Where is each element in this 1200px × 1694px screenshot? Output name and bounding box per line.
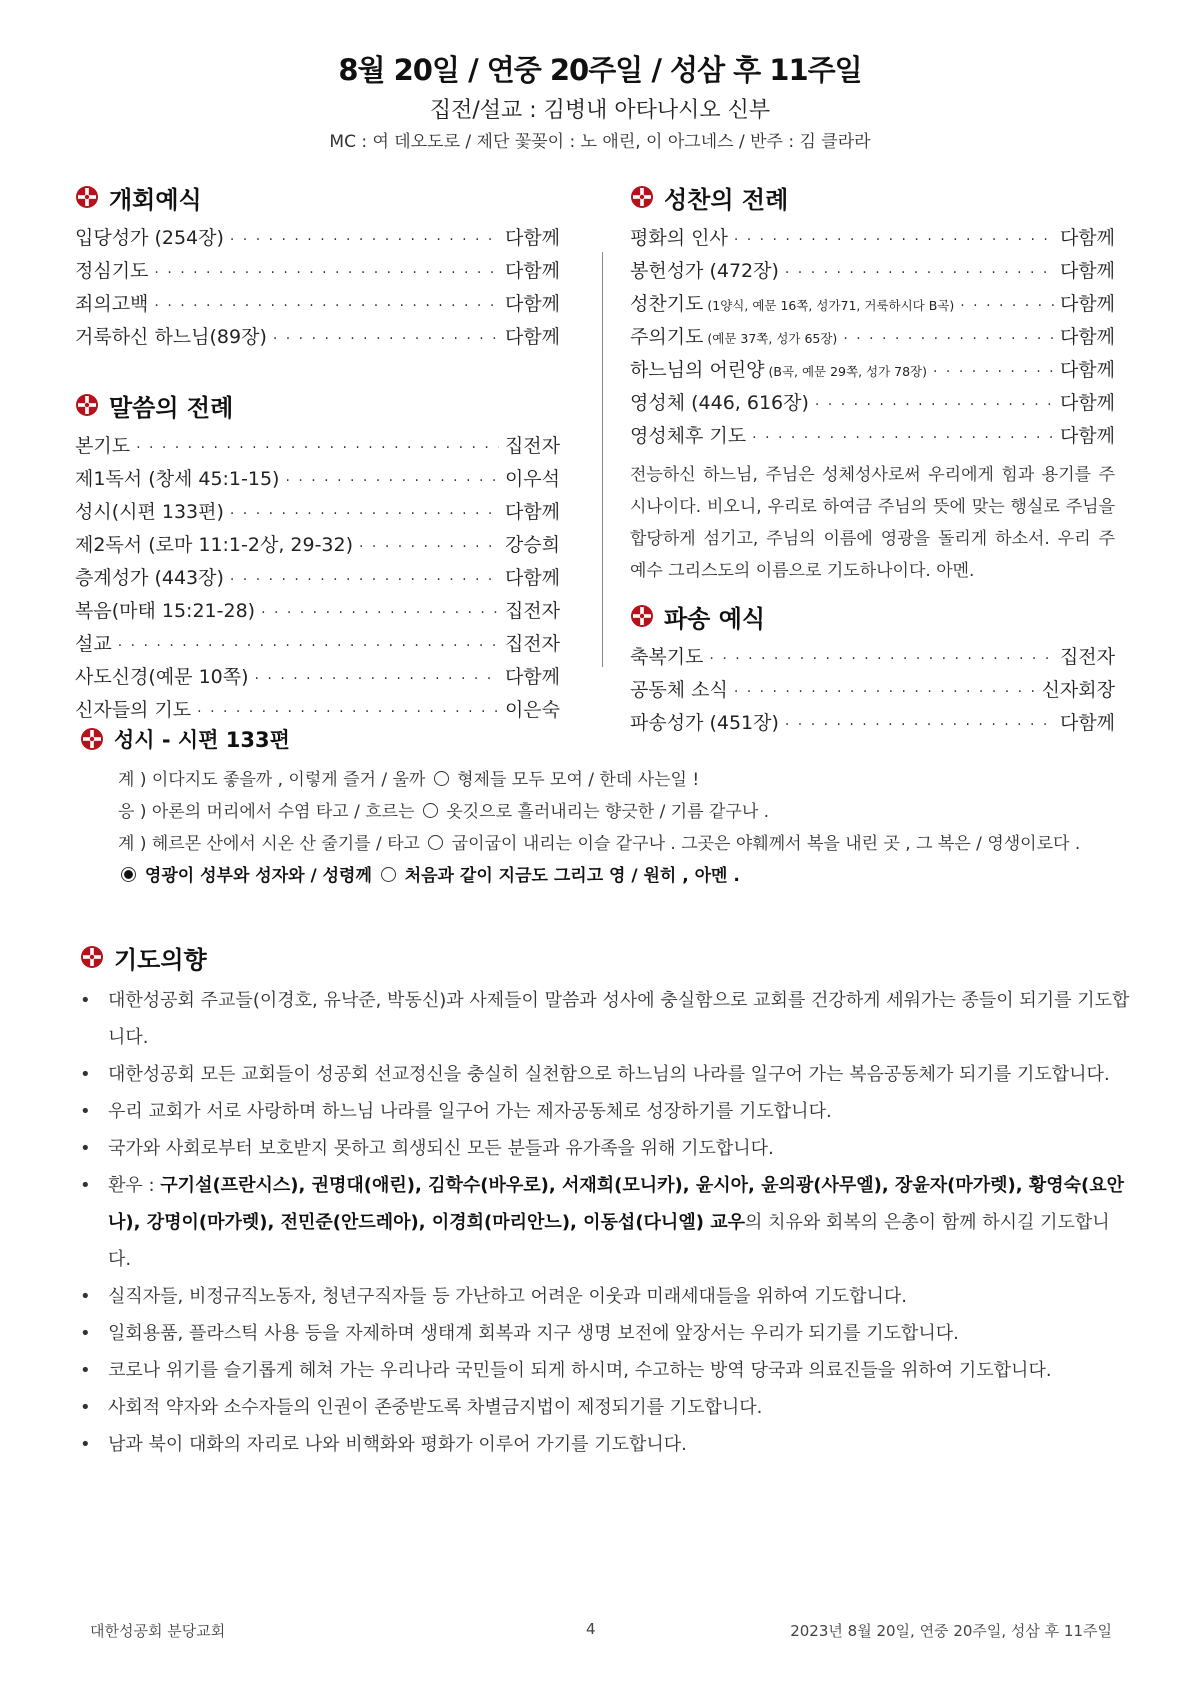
service-item-label: 하느님의 어린양 (B곡, 예문 29쪽, 성가 78장): [630, 359, 928, 381]
service-item: [75, 288, 560, 321]
intention-item: • 남과 북이 대화의 자리로 나와 비핵화와 평화가 이루어 가기를 기도합니다.: [80, 1426, 1130, 1463]
service-item-leader: 다함께: [504, 666, 560, 688]
footer-date: 2023년 8월 20일, 연중 20주일, 성삼 후 11주일: [790, 1622, 1112, 1640]
service-item-leader: 다함께: [1059, 359, 1115, 381]
intention-item: • 대한성공회 주교들(이경호, 유낙준, 박동신)과 사제들이 말씀과 성사에 충실함으로 교회를 건강하게 세워가는 종들이 되기를 기도합니다.: [80, 982, 1130, 1056]
breath-mark-icon: [381, 867, 396, 882]
section-title: 개회예식: [109, 185, 202, 214]
service-item-leader: 다함께: [504, 227, 560, 249]
psalm-line: 응 ) 아론의 머리에서 수염 타고 / 흐르는 옷깃으로 흘러내리는 향긋한 / 기름 같구나 .: [118, 802, 770, 822]
service-item-label: 입당성가 (254장): [75, 227, 224, 249]
service-item-note: (B곡, 예문 29쪽, 성가 78장): [764, 364, 928, 379]
service-item-leader: 집전자: [1059, 646, 1115, 668]
service-item: [630, 288, 1115, 321]
service-item: [75, 562, 560, 595]
column-divider: [602, 252, 603, 667]
service-item-label: 거룩하신 하느님(89장): [75, 326, 267, 348]
section-heading-opening: [75, 180, 560, 214]
leader-dots: [118, 630, 499, 663]
eucharist-order-list: [630, 222, 1115, 453]
service-item: [75, 463, 560, 496]
service-item-leader: 다함께: [1059, 293, 1115, 315]
section-title: 파송 예식: [664, 604, 766, 633]
leader-dots: [261, 597, 499, 630]
service-item-label: 제1독서 (창세 45:1-15): [75, 468, 280, 490]
section-heading-intentions: [80, 940, 1130, 974]
service-item-label: 영성체 (446, 616장): [630, 392, 809, 414]
service-item-label: 성시(시편 133편): [75, 501, 224, 523]
service-item-label: 사도신경(예문 10쪽): [75, 666, 249, 688]
opening-order-list: [75, 222, 560, 354]
intention-item: • 일회용품, 플라스틱 사용 등을 자제하며 생태계 회복과 지구 생명 보전에 앞장서는 우리가 되기를 기도합니다.: [80, 1315, 1130, 1352]
service-item-label: 죄의고백: [75, 293, 149, 315]
cross-icon: [630, 604, 654, 628]
service-item-leader: 집전자: [504, 633, 560, 655]
service-item-label: 봉헌성가 (472장): [630, 260, 779, 282]
intention-item: • 대한성공회 모든 교회들이 성공회 선교정신을 충실히 실천함으로 하느님의 나라를 일구어 가는 복음공동체가 되기를 기도합니다.: [80, 1056, 1130, 1093]
service-item-leader: 집전자: [504, 600, 560, 622]
page-title: 8월 20일 / 연중 20주일 / 성삼 후 11주일: [338, 53, 862, 87]
service-item-label: 설교: [75, 633, 112, 655]
service-item-leader: 다함께: [1059, 712, 1115, 734]
church-name: 대한성공회 분당교회: [90, 1622, 226, 1640]
service-item-label: 영성체후 기도: [630, 425, 747, 447]
service-item: [75, 628, 560, 661]
leader-dots: [843, 323, 1054, 356]
service-item-leader: 다함께: [504, 326, 560, 348]
service-item-leader: 집전자: [504, 435, 560, 457]
service-item-label: 성찬기도 (1양식, 예문 16쪽, 성가71, 거룩하시다 B곡): [630, 293, 955, 315]
psalm-section: [80, 722, 1120, 892]
service-item: [630, 674, 1115, 707]
service-item-leader: 다함께: [504, 293, 560, 315]
leader-dots: [230, 564, 499, 597]
intention-item: • 국가와 사회로부터 보호받지 못하고 희생되신 모든 분들과 유가족을 위해 기도합니다.: [80, 1130, 1130, 1167]
section-heading-eucharist: [630, 180, 1115, 214]
service-item-leader: 다함께: [1059, 425, 1115, 447]
section-title: 말씀의 전례: [109, 393, 234, 422]
leader-dots: [230, 224, 499, 257]
leader-dots: [734, 224, 1054, 257]
service-item: [630, 255, 1115, 288]
service-item: [630, 354, 1115, 387]
service-item-leader: 다함께: [504, 260, 560, 282]
section-title: 성시 - 시편 133편: [114, 728, 290, 752]
section-heading-dismissal: [630, 599, 1115, 633]
service-item: [75, 255, 560, 288]
service-item: [75, 321, 560, 354]
psalm-line: 계 ) 이다지도 좋을까 , 이렇게 즐거 / 울까 형제들 모두 모여 / 한데 사는일 !: [118, 770, 700, 790]
service-item: [75, 595, 560, 628]
page-number: 4: [586, 1620, 596, 1638]
breath-mark-icon: [428, 835, 443, 850]
service-item-label: 축복기도: [630, 646, 704, 668]
credits-line: MC : 여 데오도로 / 제단 꽃꽂이 : 노 애린, 이 아그네스 / 반주 : 김 클라라: [329, 132, 871, 152]
service-item: [75, 661, 560, 694]
service-item-label: 복음(마태 15:21-28): [75, 600, 256, 622]
service-item-leader: 이은숙: [504, 699, 560, 721]
service-item-label: 정심기도: [75, 260, 149, 282]
celebrant-line: 집전/설교 : 김병내 아타나시오 신부: [429, 98, 771, 123]
cross-icon: [630, 185, 654, 209]
service-item: [630, 387, 1115, 420]
breath-mark-icon: [434, 771, 449, 786]
service-item-leader: 신자회장: [1041, 679, 1115, 701]
service-item-label: 파송성가 (451장): [630, 712, 779, 734]
sick-names: 구기설(프란시스), 권명대(애린), 김학수(바우로), 서재희(모니카), 윤시아, 윤의광(사무엘), 장윤자(마가렛), 황영숙(요안나), 강명이(마가렛), 전민준(안드레아), 이경희(마리안느), 이동섭(다니엘) 교우: [108, 1175, 1125, 1233]
service-item-leader: 다함께: [1059, 392, 1115, 414]
leader-dots: [154, 290, 499, 323]
service-item: [75, 430, 560, 463]
service-item-leader: 이우석: [504, 468, 560, 490]
section-title: 성찬의 전례: [664, 185, 789, 214]
service-item-note: (예문 37쪽, 성가 65장): [703, 331, 838, 346]
intention-item: • 사회적 약자와 소수자들의 인권이 존중받도록 차별금지법이 제정되기를 기도합니다.: [80, 1389, 1130, 1426]
service-item-label: 층계성가 (443장): [75, 567, 224, 589]
service-item: [75, 222, 560, 255]
service-item-label: 주의기도 (예문 37쪽, 성가 65장): [630, 326, 838, 348]
psalm-lines: [80, 764, 1120, 892]
service-item-label: 공동체 소식: [630, 679, 728, 701]
leader-dots: [785, 257, 1054, 290]
section-title: 기도의향: [114, 945, 207, 974]
service-item-leader: 다함께: [1059, 227, 1115, 249]
intention-item: • 코로나 위기를 슬기롭게 헤쳐 가는 우리나라 국민들이 되게 하시며, 수고하는 방역 당국과 의료진들을 위하여 기도합니다.: [80, 1352, 1130, 1389]
intention-item: • 우리 교회가 서로 사랑하며 하느님 나라를 일구어 가는 제자공동체로 성장하기를 기도합니다.: [80, 1093, 1130, 1130]
service-item-leader: 다함께: [1059, 260, 1115, 282]
cross-icon: [80, 945, 104, 969]
section-heading-word: [75, 388, 560, 422]
post-communion-prayer: 전능하신 하느님, 주님은 성체성사로써 우리에게 힘과 용기를 주시나이다. 비오니, 우리로 하여금 주님의 뜻에 맞는 행실로 주님을 합당하게 섬기고, 주님의 이름에 영광을 돌리게 하소서. 우리 주 예수 그리스도의 이름으로 기도하나이다. 아멘.: [630, 465, 1115, 581]
breath-mark-icon: [423, 803, 438, 818]
leader-dots: [273, 323, 499, 356]
service-item-leader: 다함께: [504, 567, 560, 589]
psalm-line: 계 ) 헤르몬 산에서 시온 산 줄기를 / 타고 굽이굽이 내리는 이슬 같구나 . 그곳은 야훼께서 복을 내린 곳 , 그 복은 / 영생이로다 .: [118, 834, 1081, 854]
psalm-line: 영광이 성부와 성자와 / 성령께 처음과 같이 지금도 그리고 영 / 원히 , 아멘 .: [80, 860, 1120, 892]
cross-icon: [75, 185, 99, 209]
service-item: [630, 641, 1115, 674]
filled-circle-icon: [121, 867, 136, 882]
intention-item: • 환우 : 구기설(프란시스), 권명대(애린), 김학수(바우로), 서재희(모니카), 윤시아, 윤의광(사무엘), 장윤자(마가렛), 황영숙(요안나), 강명이(마가렛), 전민준(안드레아), 이경희(마리안느), 이동섭(다니엘) 교우의 치유와 회복의 은총이 함께 하시길 기도합니다.: [80, 1167, 1130, 1278]
service-item-leader: 다함께: [504, 501, 560, 523]
section-heading-psalm: [80, 722, 1120, 756]
leader-dots: [815, 389, 1054, 422]
service-item: [75, 529, 560, 562]
intentions-list: [80, 982, 1130, 1463]
intention-item: • 실직자들, 비정규직노동자, 청년구직자들 등 가난하고 어려운 이웃과 미래세대들을 위하여 기도합니다.: [80, 1278, 1130, 1315]
right-column: [630, 180, 1115, 740]
service-item-label: 본기도: [75, 435, 131, 457]
service-item-leader: 다함께: [1059, 326, 1115, 348]
leader-dots: [933, 356, 1054, 389]
cross-icon: [80, 727, 104, 751]
word-order-list: [75, 430, 560, 727]
leader-dots: [285, 465, 498, 498]
leader-dots: [230, 498, 499, 531]
service-item-label: 신자들의 기도: [75, 699, 192, 721]
service-item-label: 평화의 인사: [630, 227, 728, 249]
leader-dots: [709, 643, 1054, 676]
service-item: [630, 222, 1115, 255]
service-item-leader: 강승희: [504, 534, 560, 556]
leader-dots: [154, 257, 499, 290]
service-item-label: 제2독서 (로마 11:1-2상, 29-32): [75, 534, 354, 556]
intentions-section: [80, 940, 1130, 1463]
service-item: [630, 420, 1115, 453]
left-column: [75, 180, 560, 727]
service-item: [75, 496, 560, 529]
leader-dots: [960, 290, 1054, 323]
leader-dots: [136, 432, 499, 465]
leader-dots: [359, 531, 499, 564]
cross-icon: [75, 393, 99, 417]
bulletin-header: [0, 50, 1200, 154]
leader-dots: [255, 663, 499, 696]
leader-dots: [752, 422, 1054, 455]
service-item: [630, 321, 1115, 354]
service-item-note: (1양식, 예문 16쪽, 성가71, 거룩하시다 B곡): [703, 298, 955, 313]
leader-dots: [734, 676, 1036, 709]
